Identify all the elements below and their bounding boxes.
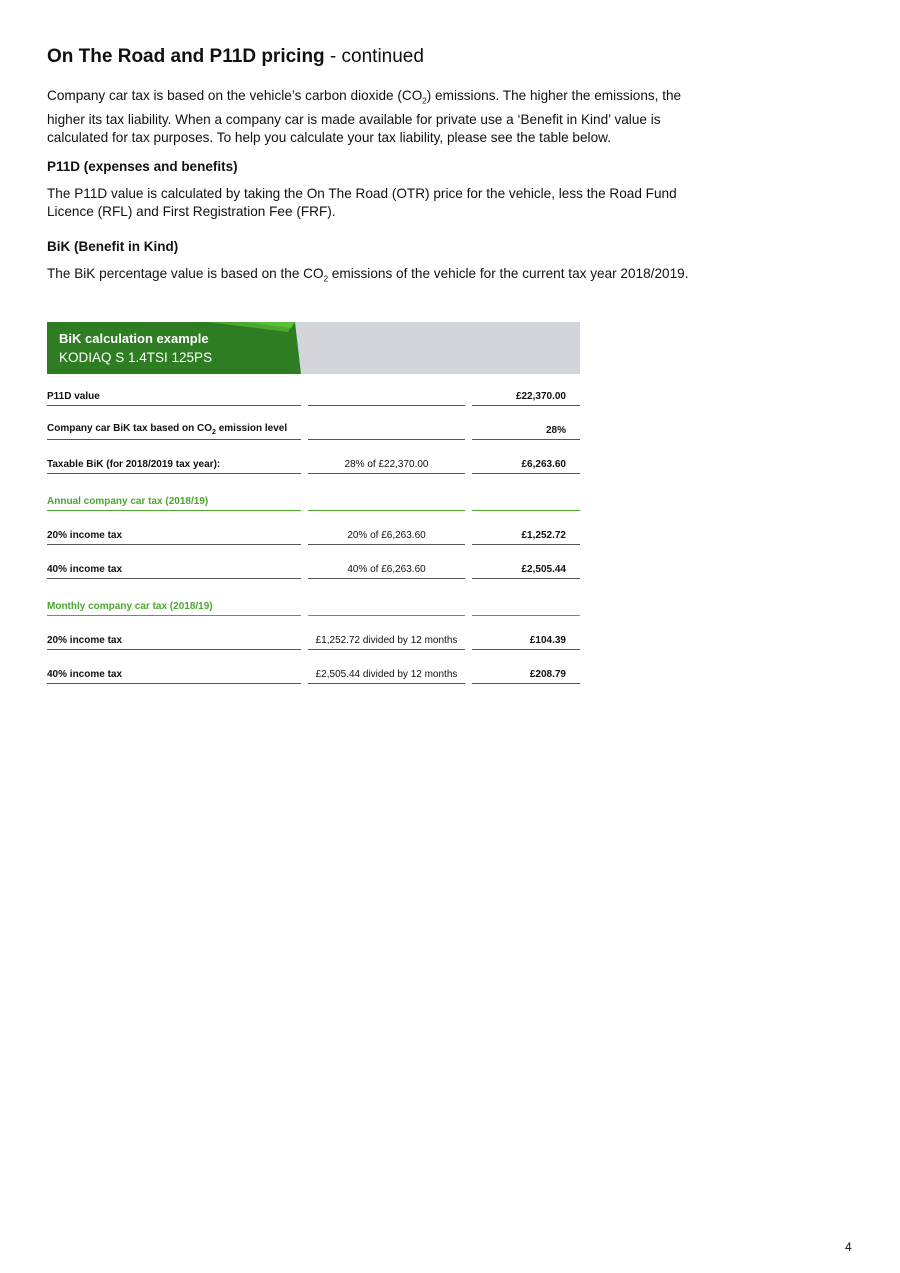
row-label-1: Company car BiK tax based on CO bbox=[47, 423, 213, 434]
page-title bbox=[47, 46, 424, 68]
p11d-heading: P11D (expenses and benefits) bbox=[47, 159, 238, 174]
table-row-p11d bbox=[47, 380, 580, 406]
table-row-annual-40 bbox=[47, 553, 580, 579]
table-row-bik-level bbox=[47, 414, 580, 440]
row-calc: 20% of £6,263.60 bbox=[308, 519, 464, 545]
banner-model: KODIAQ S 1.4TSI 125PS bbox=[59, 350, 213, 365]
row-label bbox=[47, 414, 301, 440]
row-value: £104.39 bbox=[472, 624, 580, 650]
intro-text-1: Company car tax is based on the vehicle’s carbon dioxide (CO bbox=[47, 88, 423, 103]
intro-text-2: ) emissions. The higher the emissions, the higher its tax liability. When a company car is made available for private use a ‘Benefit in Kind’ value is calculated for tax purposes. To help you calculate your tax liability, please see the table below. bbox=[47, 88, 682, 145]
page-title-bold: On The Road and P11D pricing bbox=[47, 46, 325, 67]
row-label: Taxable BiK (for 2018/2019 tax year): bbox=[47, 448, 301, 474]
row-calc: £1,252.72 divided by 12 months bbox=[308, 624, 464, 650]
row-value: £208.79 bbox=[472, 658, 580, 684]
banner-title: BiK calculation example bbox=[59, 331, 209, 346]
row-label-2: emission level bbox=[215, 423, 288, 434]
intro-paragraph bbox=[47, 87, 697, 147]
row-calc bbox=[308, 380, 464, 406]
row-calc: £2,505.44 divided by 12 months bbox=[308, 658, 464, 684]
row-label-sub: 2 bbox=[212, 429, 216, 436]
bik-paragraph bbox=[47, 265, 697, 289]
page-title-suffix: - continued bbox=[324, 46, 424, 67]
row-value: £1,252.72 bbox=[472, 519, 580, 545]
page-number: 4 bbox=[845, 1240, 852, 1254]
row-label: 40% income tax bbox=[47, 553, 301, 579]
row-calc: 40% of £6,263.60 bbox=[308, 553, 464, 579]
bik-heading: BiK (Benefit in Kind) bbox=[47, 239, 179, 254]
bik-calculation-table bbox=[40, 380, 587, 684]
row-value: 28% bbox=[472, 414, 580, 440]
table-row-monthly-40 bbox=[47, 658, 580, 684]
bik-subscript: 2 bbox=[323, 274, 329, 284]
table-section-monthly bbox=[47, 587, 580, 616]
table-row-annual-20 bbox=[47, 519, 580, 545]
table-row-taxable-bik bbox=[47, 448, 580, 474]
row-label: 20% income tax bbox=[47, 624, 301, 650]
bik-text-1: The BiK percentage value is based on the CO bbox=[47, 266, 324, 281]
p11d-paragraph: The P11D value is calculated by taking the On The Road (OTR) price for the vehicle, less the Road Fund Licence (RFL) and First Registration Fee (FRF). bbox=[47, 186, 677, 219]
row-value: £22,370.00 bbox=[472, 380, 580, 406]
row-label: 40% income tax bbox=[47, 658, 301, 684]
table-section-annual bbox=[47, 482, 580, 511]
row-calc: 28% of £22,370.00 bbox=[308, 448, 464, 474]
bik-example-banner bbox=[47, 322, 580, 374]
row-value: £2,505.44 bbox=[472, 553, 580, 579]
section-heading: Monthly company car tax (2018/19) bbox=[47, 587, 301, 616]
row-label: P11D value bbox=[47, 380, 301, 406]
table-row-monthly-20 bbox=[47, 624, 580, 650]
section-heading: Annual company car tax (2018/19) bbox=[47, 482, 301, 511]
banner-text bbox=[59, 330, 212, 368]
bik-text-2: emissions of the vehicle for the current tax year 2018/2019. bbox=[328, 266, 689, 281]
intro-subscript: 2 bbox=[422, 96, 427, 106]
row-value: £6,263.60 bbox=[472, 448, 580, 474]
row-calc bbox=[308, 414, 464, 440]
row-label: 20% income tax bbox=[47, 519, 301, 545]
